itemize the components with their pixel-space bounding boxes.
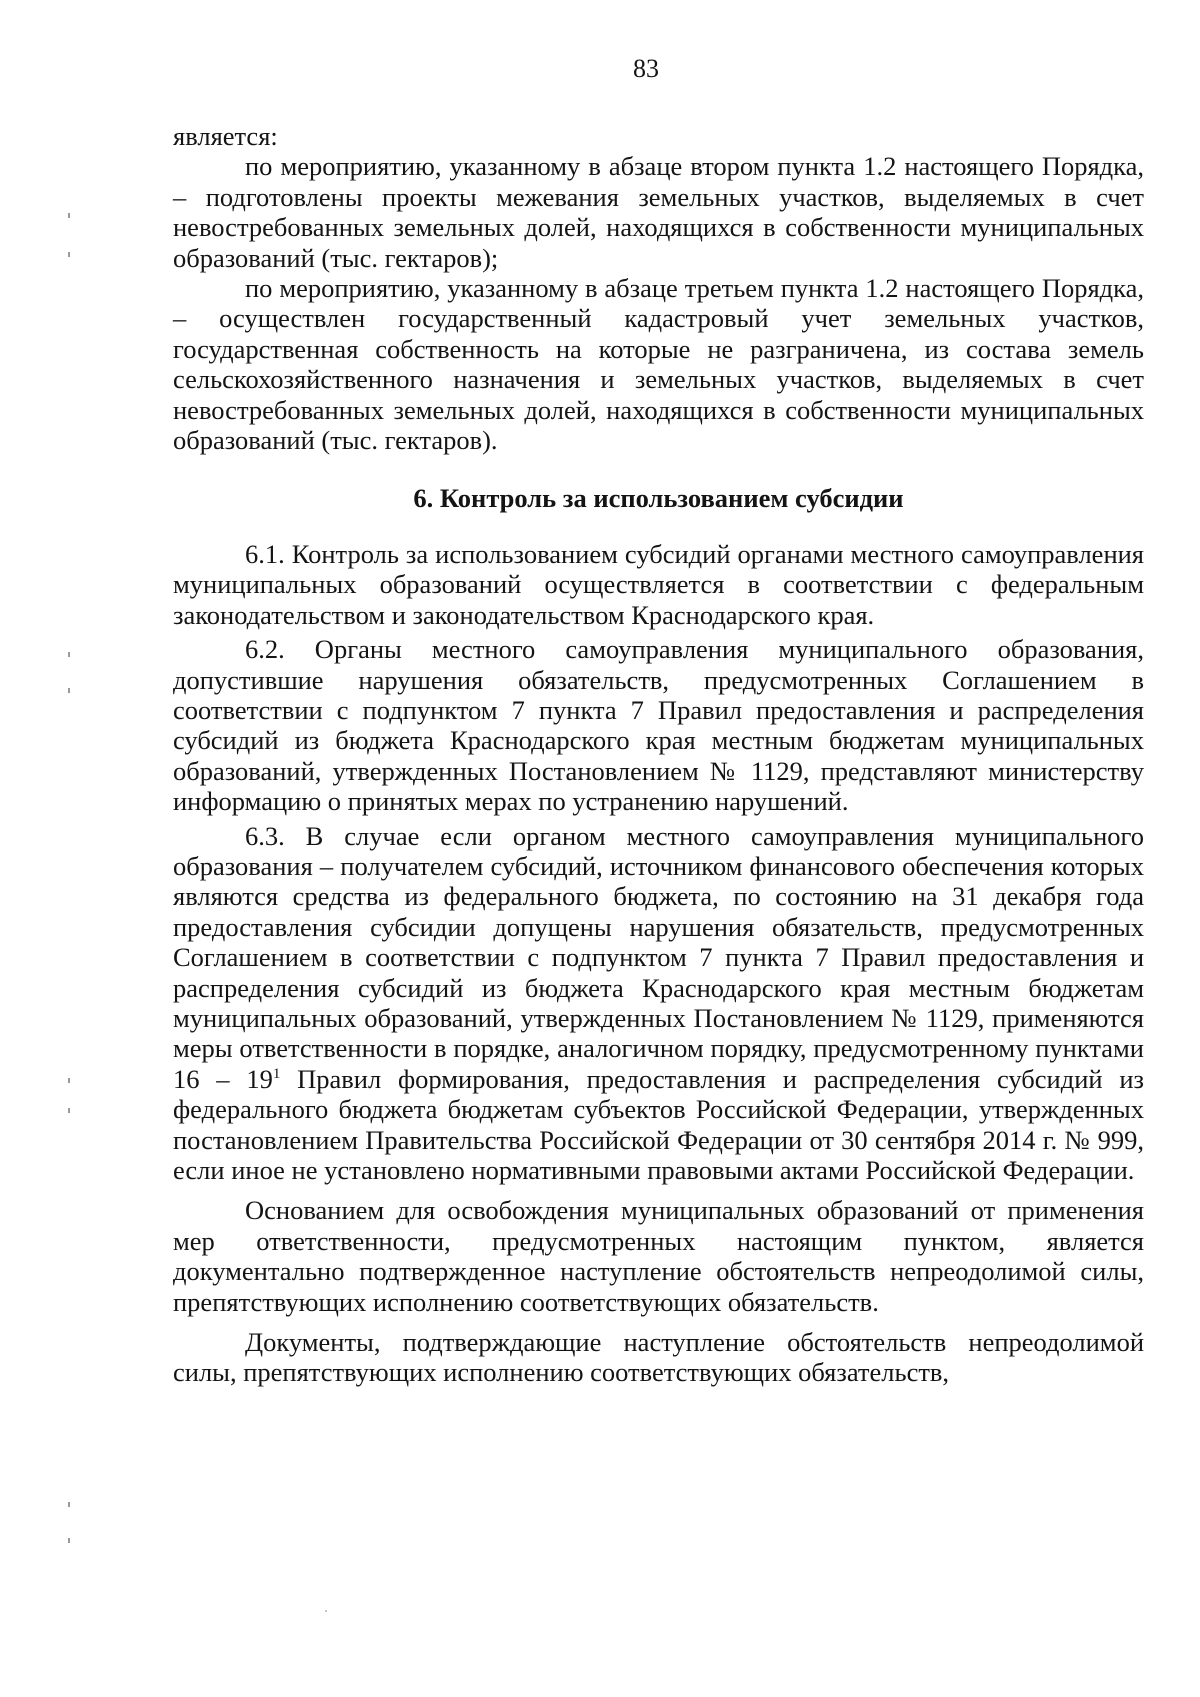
scan-mark (68, 252, 70, 257)
document-body (173, 121, 1144, 1388)
paragraph-6-1: 6.1. Контроль за использованием субсидий органами местного самоуправления муниципальных образований осуществляется в соответствии с федеральным законодательством и законодательством Краснодарского края. (173, 538, 1144, 630)
paragraph-measure-2: по мероприятию, указанному в абзаце втором пункта 1.2 настоящего Порядка, – подготовлены проекты межевания земельных участков, выделяемых в счет невостребованных земельных долей, находящихся в собственности муниципальных образований (тыс. гектаров); (173, 151, 1144, 273)
scan-mark (68, 213, 70, 218)
paragraph-lead: является: (173, 121, 278, 151)
scan-mark (68, 1502, 70, 1507)
paragraph-6-3-text-b: Правил формирования, предоставления и распределения субсидий из федерального бюджета бюджетам субъектов Российской Федерации, утвержденных постановлением Правительства Российской Федерации от 30 сентября 2014 г. № 999, если иное не установлено нормативными правовыми актами Российской Федерации. (173, 1063, 1144, 1185)
page-number: 83 (633, 54, 659, 83)
paragraph-6-3 (173, 821, 1144, 1186)
scan-mark (68, 1078, 70, 1083)
superscript-footnote: 1 (272, 1065, 281, 1082)
scan-mark (68, 688, 70, 693)
paragraph-6-2: 6.2. Органы местного самоуправления муниципального образования, допустившие нарушения обязательств, предусмотренных Соглашением в соответствии с подпунктом 7 пункта 7 Правил предоставления и распределения субсидий из бюджета Краснодарского края местным бюджетам муниципальных образований, утвержденных Постановлением № 1129, представляют министерству информацию о принятых мерах по устранению нарушений. (173, 634, 1144, 817)
scan-mark (68, 652, 70, 657)
paragraph-documents: Документы, подтверждающие наступление обстоятельств непреодолимой силы, препятствующих исполнению соответствующих обязательств, (173, 1327, 1144, 1388)
paragraph-6-3-text-a: 6.3. В случае если органом местного самоуправления муниципального образования – получателем субсидий, источником финансового обеспечения которых являются средства из федерального бюджета, по состоянию на 31 декабря года предоставления субсидии допущены нарушения обязательств, предусмотренных Соглашением в соответствии с подпунктом 7 пункта 7 Правил предоставления и распределения субсидий из бюджета Краснодарского края местным бюджетам муниципальных образований, утвержденных Постановлением № 1129, применяются меры ответственности в порядке, аналогичном порядку, предусмотренному пунктами 16 – 19 (173, 820, 1144, 1094)
section-heading: 6. Контроль за использованием субсидии (413, 483, 904, 514)
paragraph-measure-3: по мероприятию, указанному в абзаце третьем пункта 1.2 настоящего Порядка, – осуществлен государственный кадастровый учет земельных участков, государственная собственность на которые не разграничена, из состава земель сельскохозяйственного назначения и земельных участков, выделяемых в счет невостребованных земельных долей, находящихся в собственности муниципальных образований (тыс. гектаров). (173, 273, 1144, 456)
paragraph-osnovanie: Основанием для освобождения муниципальных образований от применения мер ответственности, предусмотренных настоящим пунктом, является документально подтвержденное наступление обстоятельств непреодолимой силы, препятствующих исполнению соответствующих обязательств. (173, 1195, 1144, 1317)
scan-mark (68, 1538, 70, 1543)
scan-dot (325, 1610, 327, 1612)
scan-mark (68, 1108, 70, 1113)
